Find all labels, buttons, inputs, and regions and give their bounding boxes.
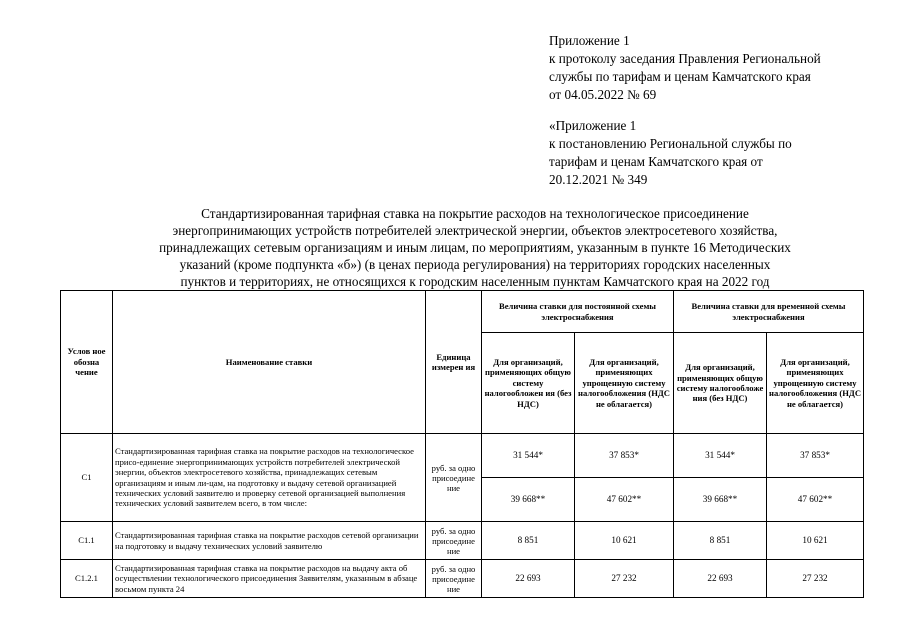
- row-unit: руб. за одно присоедине ние: [426, 522, 482, 560]
- annex-line: тарифам и ценам Камчатского края от: [549, 154, 763, 169]
- row-name: Стандартизированная тарифная ставка на покрытие расходов на выдачу акта об осуществлении технологического присоединения Заявителям, указанным в абзаце восьмом пункта 24: [113, 560, 426, 598]
- document-title: [70, 205, 880, 290]
- header-row-1: [61, 291, 864, 333]
- annex-line: к постановлению Региональной службы по: [549, 136, 792, 151]
- value-cell: 8 851: [674, 522, 767, 560]
- row-unit: руб. за одно присоедине ние: [426, 434, 482, 522]
- header-simplified-tax-permanent: Для организаций, применяющих упрощенную систему налогообложения (НДС не облагается): [575, 333, 674, 434]
- header-permanent-scheme: Величина ставки для постоянной схемы электроснабжения: [482, 291, 674, 333]
- title-line: пунктов и территориях, не относящихся к городским населенным пунктам Камчатского края на 2022 год: [180, 274, 770, 289]
- title-line: энергопринимающих устройств потребителей электрической энергии, объектов электросетевого хозяйства,: [172, 223, 778, 238]
- value-cell: 10 621: [767, 522, 864, 560]
- value-cell: 8 851: [482, 522, 575, 560]
- annex-line: от 04.05.2022 № 69: [549, 87, 657, 102]
- value-cell: 31 544*: [674, 434, 767, 478]
- header-unit: Единица измерен ия: [426, 291, 482, 434]
- row-name: Стандартизированная тарифная ставка на покрытие расходов на технологическое присо-единение энергопринимающих устройств потребителей электрической энергии, объектов электросетевого хозяйства, принадлежащих сетевым организациям и иным ли-цам, на подготовку и выдачу сетевой организацией технических условий заявителю и проверку сетевой организацией выполнения технических условий заявителем всего, в том числе:: [113, 434, 426, 522]
- row-code: С1.1: [61, 522, 113, 560]
- table-row: [61, 522, 864, 560]
- annex-line: Приложение 1: [549, 33, 630, 48]
- value-cell: 10 621: [575, 522, 674, 560]
- annex-line: 20.12.2021 № 349: [549, 172, 648, 187]
- header-temporary-scheme: Величина ставки для временной схемы электроснабжения: [674, 291, 864, 333]
- title-line: принадлежащих сетевым организациям и иным лицам, по мероприятиям, указанным в пункте 16 Методических: [159, 240, 791, 255]
- title-line: Стандартизированная тарифная ставка на покрытие расходов на технологическое присоединение: [201, 206, 749, 221]
- value-cell: 22 693: [482, 560, 575, 598]
- header-code: Услов ное обозна чение: [61, 291, 113, 434]
- value-cell: 37 853*: [575, 434, 674, 478]
- header-general-tax-permanent: Для организаций, применяющих общую систему налогообложен ия (без НДС): [482, 333, 575, 434]
- value-cell: 31 544*: [482, 434, 575, 478]
- annex-line: к протоколу заседания Правления Региональной: [549, 51, 821, 66]
- header-simplified-tax-temporary: Для организаций, применяющих упрощенную систему налогообложения (НДС не облагается): [767, 333, 864, 434]
- annex-2-header: [549, 117, 889, 189]
- row-code: С1: [61, 434, 113, 522]
- value-cell: 39 668**: [482, 478, 575, 522]
- table-row: [61, 434, 864, 478]
- annex-1-header: [549, 32, 889, 104]
- value-cell: 37 853*: [767, 434, 864, 478]
- header-general-tax-temporary: Для организаций, применяющих общую систему налогообложе ния (без НДС): [674, 333, 767, 434]
- value-cell: 39 668**: [674, 478, 767, 522]
- annex-line: «Приложение 1: [549, 118, 637, 133]
- value-cell: 47 602**: [575, 478, 674, 522]
- annex-line: службы по тарифам и ценам Камчатского края: [549, 69, 811, 84]
- value-cell: 47 602**: [767, 478, 864, 522]
- row-code: С1.2.1: [61, 560, 113, 598]
- value-cell: 27 232: [575, 560, 674, 598]
- header-name: Наименование ставки: [113, 291, 426, 434]
- row-name: Стандартизированная тарифная ставка на покрытие расходов сетевой организации на подготовку и выдачу технических условий заявителю: [113, 522, 426, 560]
- title-line: указаний (кроме подпункта «б») (в ценах периода регулирования) на территориях городских населенных: [179, 257, 771, 272]
- table-row: [61, 560, 864, 598]
- value-cell: 22 693: [674, 560, 767, 598]
- value-cell: 27 232: [767, 560, 864, 598]
- rates-table: [60, 290, 864, 598]
- row-unit: руб. за одно присоедине ние: [426, 560, 482, 598]
